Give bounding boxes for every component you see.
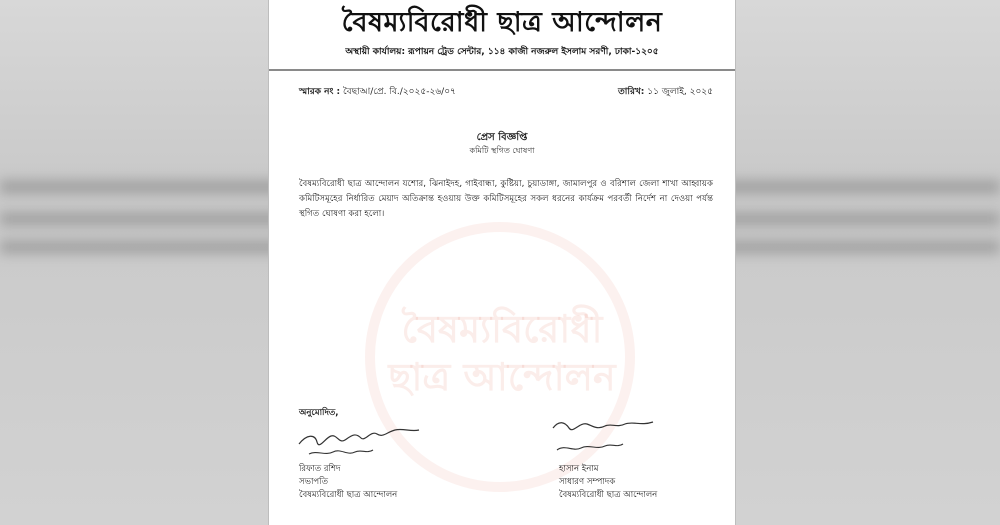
approved-label: অনুমোদিত,: [299, 408, 339, 418]
letterhead-address: অস্থায়ী কার্যালয়: রূপায়ন ট্রেড সেন্টার, ১১৪ কাজী নজরুল ইসলাম সরণী, ঢাকা-১২০৫: [345, 47, 659, 57]
date-value: ১১ জুলাই, ২০২৫: [647, 87, 713, 97]
signatory-right-designation: সাধারণ সম্পাদক: [559, 477, 616, 487]
reference-label: স্মারক নং :: [299, 87, 341, 97]
watermark-text-line1: বৈষম্যবিরোধী: [401, 307, 603, 351]
date-label: তারিখ:: [618, 87, 645, 97]
signatory-right: [559, 463, 657, 502]
watermark-text-line2: ছাত্র আন্দোলন: [388, 355, 616, 399]
signatory-right-org: বৈষম্যবিরোধী ছাত্র আন্দোলন: [559, 490, 658, 500]
signature-left-icon: [295, 420, 425, 462]
press-release-body: বৈষম্যবিরোধী ছাত্র আন্দোলন যশোর, ঝিনাইদহ, গাইবান্ধা, কুষ্টিয়া, চুয়াডাঙ্গা, জামালপুর ও বরিশাল জেলা শাখা আহ্বায়ক কমিটিসমূহের নির্ধারিত মেয়াদ অতিক্রান্ত হওয়ায় উক্ত কমিটিসমূহের সকল ধরনের কার্যক্রম পরবর্তী নির্দেশ না দেওয়া পর্যন্ত স্থগিত ঘোষণা করা হলো।: [299, 179, 713, 219]
press-release-subtitle: কমিটি স্থগিত ঘোষণা: [469, 146, 535, 155]
signatory-left-org: বৈষম্যবিরোধী ছাত্র আন্দোলন: [299, 490, 398, 500]
press-release-title: প্রেস বিজ্ঞপ্তি: [476, 132, 528, 143]
press-release-document: [268, 0, 736, 525]
signatory-left: [299, 463, 397, 502]
reference-value: বৈছাআ/প্রে. বি./২০২৫-২৬/০৭: [343, 87, 456, 97]
letterhead-divider: [269, 69, 735, 71]
signature-right-icon: [549, 414, 659, 460]
signatory-left-designation: সভাপতি: [299, 477, 328, 487]
document-date: [618, 84, 713, 99]
letterhead-title: বৈষম্যবিরোধী ছাত্র আন্দোলন: [341, 7, 663, 38]
signatory-left-name: রিফাত রশিদ: [299, 464, 341, 474]
reference-number: [299, 84, 456, 99]
signatory-right-name: হাসান ইনাম: [559, 464, 599, 474]
